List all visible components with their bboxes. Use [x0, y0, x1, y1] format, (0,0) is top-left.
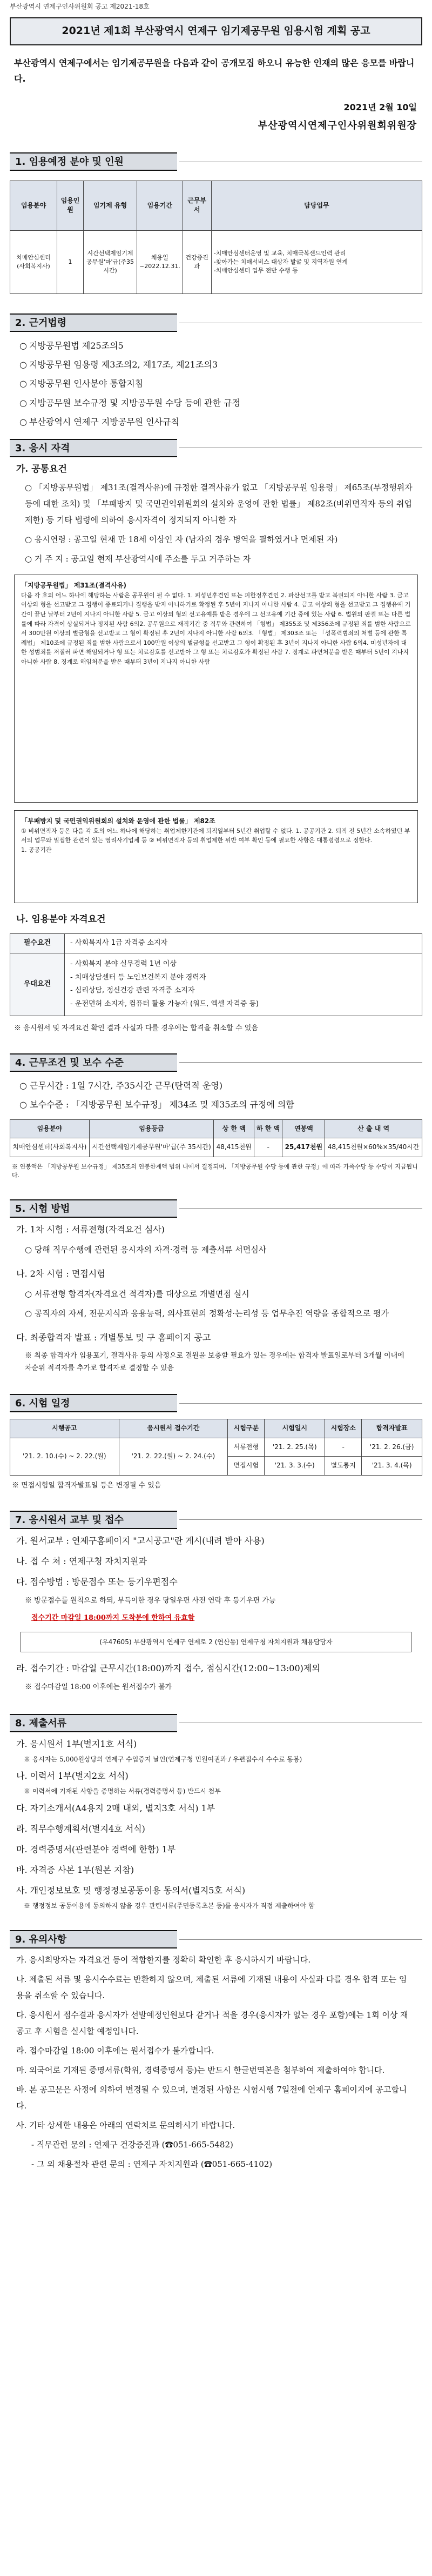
document-item: 나. 이력서 1부(별지2호 서식) [16, 1771, 129, 1781]
schedule-note: ※ 면접시험일 합격자발표일 등은 변경될 수 있음 [12, 1481, 161, 1490]
document-title: 2021년 제1회 부산광역시 연제구 임기제공무원 임용시험 계획 공고 [10, 17, 422, 45]
section-title: 3. 응시 자격 [15, 442, 70, 454]
table-cell: 서류전형 [228, 1438, 265, 1456]
table-cell: 48,415천원 [214, 1138, 254, 1157]
section-header-7 [10, 1511, 422, 1529]
document-item: 마. 경력증명서(관련분야 경력에 한함) 1부 [16, 1844, 176, 1854]
section-header-5 [10, 1199, 422, 1218]
law-list [19, 336, 422, 431]
method-note: ※ 최종 합격자가 임용포기, 결격사유 등의 사정으로 결원을 보충할 필요가 있는 경우에는 합격자 발표일로부터 3개월 이내에 차순위 적격자를 추가로 합격자로 결정할 수 있음 [25, 1351, 404, 1373]
notice-item: 마. 외국어로 기재된 증명서류(학위, 경력증명서 등)는 반드시 한글번역본을 첨부하여 제출하여야 합니다. [16, 2065, 385, 2076]
method-item: 나. 2차 시험 : 면접시험 [16, 1268, 105, 1279]
document-note: ※ 응시자는 5,000원상당의 연제구 수입증지 날인(연제구청 민원여권과 / 우편접수시 수수료 동봉) [24, 1755, 302, 1763]
table-header: 임용분야 [10, 1120, 90, 1138]
subsection-title: 나. 임용분야 자격요건 [16, 913, 106, 925]
list-item: ○ 보수수준 : 「지방공무원 보수규정」 제34조 및 제35조의 규정에 의함 [19, 1099, 294, 1110]
section-title: 1. 임용예정 분야 및 인원 [15, 156, 124, 168]
intro-paragraph: 부산광역시 연제구에서는 임기제공무원을 다음과 같이 공개모집 하오니 유능한 인재의 많은 응모를 바랍니다. [14, 57, 415, 84]
section-header-1 [10, 152, 422, 171]
apply-item: 나. 접 수 처 : 연제구청 자치지원과 [16, 1556, 147, 1566]
table-header: 임용분야 [10, 181, 57, 231]
table-header: 임용인원 [57, 181, 84, 231]
work-conditions [19, 1076, 422, 1114]
table-header: 임용기간 [137, 181, 183, 231]
table-cell: 1 [57, 230, 84, 293]
warning-note: ※ 응시원서 및 자격요건 확인 결과 사실과 다를 경우에는 합격을 취소할 수 있음 [14, 1024, 258, 1032]
apply-deadline-note: 접수기간 마감일 18:00까지 도착분에 한하여 유효함 [31, 1613, 195, 1622]
table-cell: 시간선택제임기제공무원'마'급(주35시간) [84, 230, 137, 293]
box-text: 1. 공공기관 [21, 846, 52, 853]
table-cell: '21. 3. 4.(목) [362, 1457, 422, 1475]
apply-item: 가. 원서교부 : 연제구홈페이지 "고시공고"란 게시(내려 받아 사용) [16, 1535, 265, 1546]
section-header-3 [10, 439, 422, 457]
table-cell: - [254, 1138, 282, 1157]
table-header: 시험일시 [265, 1419, 325, 1438]
table-cell: 48,415천원×60%×35/40시간 [325, 1138, 422, 1157]
section-title: 5. 시험 방법 [15, 1203, 70, 1214]
recruitment-table [10, 181, 422, 294]
table-cell: 치매안심센터(사회복지사) [10, 1138, 90, 1157]
box-title: 「부패방지 및 국민권익위원회의 설치와 운영에 관한 법률」 제82조 [21, 817, 215, 825]
list-item: ○ 지방공무원 보수규정 및 지방공무원 수당 등에 관한 규정 [19, 397, 241, 408]
document-item: 다. 자기소개서(A4용지 2매 내외, 별지3호 서식) 1부 [16, 1803, 215, 1813]
section-title: 2. 근거법령 [15, 317, 67, 329]
table-cell: '21. 3. 3.(수) [265, 1457, 325, 1475]
table-header: 산 출 내 역 [325, 1120, 422, 1138]
table-cell: '21. 2. 22.(월) ~ 2. 24.(수) [119, 1438, 228, 1475]
table-cell: 25,417천원 [282, 1138, 325, 1157]
list-item: ○ 거 주 지 : 공고일 현재 부산광역시에 주소를 두고 거주하는 자 [25, 553, 251, 564]
pay-note: ※ 연봉액은 「지방공무원 보수규정」 제35조의 연봉한계액 범위 내에서 결정되며, 「지방공무원 수당 등에 관한 규정」에 따라 가족수당 등 수당이 지급됩니다. [12, 1163, 418, 1179]
section-title: 8. 제출서류 [15, 1717, 67, 1729]
section-header-6 [10, 1394, 422, 1412]
apply-note: ※ 접수마감일 18:00 이후에는 원서접수가 불가 [25, 1683, 172, 1691]
section-title: 9. 유의사항 [15, 1934, 67, 1946]
table-cell: 면접시험 [228, 1457, 265, 1475]
box-title: 「지방공무원법」 제31조(결격사유) [21, 581, 126, 589]
table-cell: '21. 2. 26.(금) [362, 1438, 422, 1456]
document-item: 사. 개인정보보호 및 행정정보공동이용 동의서(별지5호 서식) [16, 1885, 246, 1896]
section-title: 7. 응시원서 교부 및 접수 [15, 1514, 124, 1526]
table-header: 근무부서 [183, 181, 211, 231]
section-header-9 [10, 1930, 422, 1948]
list-item: ○ 지방공무원 인사분야 통합지침 [19, 378, 144, 389]
legal-reference-box [14, 810, 418, 903]
table-cell: '21. 2. 25.(목) [265, 1438, 325, 1456]
section-header-8 [10, 1714, 422, 1732]
issuing-organization: 부산광역시연제구인사위원회위원장 [258, 119, 417, 131]
document-body [10, 0, 422, 2172]
list-item: ○ 지방공무원 임용령 제3조의2, 제17조, 제21조의3 [19, 359, 218, 370]
table-header: 시험장소 [325, 1419, 362, 1438]
notice-item: 다. 응시원서 접수결과 응시자가 선발예정인원보다 같거나 적을 경우(응시자가 없는 경우 포함)에는 1회 이상 재공고 후 시험을 실시할 예정입니다. [16, 2010, 408, 2037]
notice-item: 가. 응시희망자는 자격요건 등이 적합한지를 정확히 확인한 후 응시하시기 바랍니다. [16, 1955, 311, 1965]
table-cell: 필수요건 [10, 934, 65, 953]
list-item: ○ 응시연령 : 공고일 현재 만 18세 이상인 자 (남자의 경우 병역을 필하였거나 면제된 자) [25, 534, 338, 544]
announcement-number: 부산광역시 연제구인사위원회 공고 제2021-18호 [10, 3, 150, 10]
table-cell: - 사회복지사 1급 자격증 소지자 [65, 934, 422, 953]
table-cell: 채용일~2022.12.31. [137, 230, 183, 293]
section-title: 6. 시험 일정 [15, 1398, 70, 1410]
section-header-2 [10, 313, 422, 332]
subsection-title: 가. 공통요건 [16, 463, 67, 475]
table-cell: 치매안심센터(사회복지사) [10, 230, 57, 293]
table-cell: 시간선택제임기제공무원'마'급(주 35시간) [89, 1138, 214, 1157]
method-detail: ○ 서류전형 합격자(자격요건 적격자)를 대상으로 개별면접 실시 [25, 1289, 249, 1299]
list-item: ○ 지방공무원법 제25조의5 [19, 341, 124, 351]
pay-table [10, 1119, 422, 1157]
box-text: ① 비위면직자 등은 다음 각 호의 어느 하나에 해당하는 취업제한기관에 퇴직일부터 5년간 취업할 수 없다. 1. 공공기관 2. 퇴직 전 5년간 소속하였던 부서의 업무와 밀접한 관련이 있는 영리사기업체 등 ② 비위면직자 등의 취업제한 위반 여부 확인 등에 필요한 사항은 대통령령으로 정한다. [21, 827, 410, 844]
method-item: 다. 최종합격자 발표 : 개별통보 및 구 홈페이지 공고 [16, 1332, 211, 1343]
contact-info: - 그 외 채용절차 관련 문의 : 연제구 자치지원과 (☎051-665-4102) [31, 2159, 273, 2170]
method-detail: ○ 공직자의 자세, 전문지식과 응용능력, 의사표현의 정확성·논리성 등 업무추진 역량을 종합적으로 평가 [25, 1308, 389, 1318]
table-header: 연봉액 [282, 1120, 325, 1138]
notice-item: 라. 접수마감일 18:00 이후에는 원서접수가 불가합니다. [16, 2046, 214, 2056]
contact-info: - 직무관련 문의 : 연제구 건강증진과 (☎051-665-5482) [31, 2140, 233, 2150]
mailing-address-box: (우47605) 부산광역시 연제구 연제로 2 (연산동) 연제구청 자치지원과 채용담당자 [21, 1632, 411, 1652]
table-header: 응시원서 접수기간 [119, 1419, 228, 1438]
notice-item: 사. 기타 상세한 내용은 아래의 연락처로 문의하시기 바랍니다. [16, 2120, 235, 2131]
list-item: ○ 부산광역시 연제구 지방공무원 인사규칙 [19, 416, 180, 427]
apply-item: 라. 접수기간 : 마감일 근무시간(18:00)까지 접수, 점심시간(12:00~13:00)제외 [16, 1663, 320, 1673]
notice-item: 바. 본 공고문은 사정에 의하여 변경될 수 있으며, 변경된 사항은 시험시행 7일전에 연제구 홈페이지에 공고합니다. [16, 2085, 407, 2111]
legal-reference-box [14, 575, 418, 803]
qualification-table [10, 933, 422, 1016]
table-cell: '21. 2. 10.(수) ~ 2. 22.(월) [10, 1438, 119, 1475]
table-cell: 건강증진과 [183, 230, 211, 293]
section-title: 4. 근무조건 및 보수 수준 [15, 1057, 124, 1069]
table-header: 시행공고 [10, 1419, 119, 1438]
list-item: ○ 근무시간 : 1일 7시간, 주35시간 근무(탄력적 운영) [19, 1080, 222, 1091]
table-cell: -치매안심센터운영 및 교육, 치매극복센드인력 관리 -찾아가는 치매서비스 대상자 발굴 및 지역자원 연계 -치매안심센터 업무 전반 수행 등 [211, 230, 422, 293]
apply-note: ※ 방문접수를 원칙으로 하되, 부득이한 경우 당일우편 사전 연락 후 등기우편 가능 [25, 1596, 276, 1605]
table-header: 시험구분 [228, 1419, 265, 1438]
table-header: 담당업무 [211, 181, 422, 231]
box-text: 다음 각 호의 어느 하나에 해당하는 사람은 공무원이 될 수 없다. 1. 피성년후견인 또는 피한정후견인 2. 파산선고를 받고 복권되지 아니한 사람 3. 금고 이상의 형을 선고받고 그 집행이 종료되거나 집행을 받지 아니하기로 확정된 후 5년이 지나지 아니한 사람 4. 금고 이상의 형을 선고받고 그 집행유예 기간이 끝난 날부터 2년이 지나지 아니한 사람 5. 금고 이상의 형의 선고유예를 받은 경우에 그 선고유예 기간 중에 있는 사람 6. 법원의 판결 또는 다른 법률에 따라 자격이 상실되거나 정지된 사람 6의2. 공무원으로 재직기간 중 직무와 관련하여 「형법」 제355조 및 제356조에 규정된 죄를 범한 사람으로서 300만원 이상의 벌금형을 선고받고 그 형이 확정된 후 2년이 지나지 아니한 사람 6의3. 「형법」 제303조 또는 「성폭력범죄의 처벌 등에 관한 특례법」 제10조에 규정된 죄를 범한 사람으로서 100만원 이상의 벌금형을 선고받고 그 형이 확정된 후 3년이 지나지 아니한 사람 6의4. 미성년자에 대한 성범죄를 저질러 파면·해임되거나 형 또는 치료감호를 선고받아 그 형 또는 치료감호가 확정된 사람 7. 징계로 파면처분을 받은 때부터 5년이 지나지 아니한 사람 8. 징계로 해임처분을 받은 때부터 3년이 지나지 아니한 사람 [21, 591, 411, 665]
document-note: ※ 행정정보 공동이용에 동의하지 않을 경우 관련서류(주민등록초본 등)를 응시자가 직접 제출하여야 함 [24, 1901, 315, 1910]
method-detail: ○ 당해 직무수행에 관련된 응시자의 자격·경력 등 제출서류 서면심사 [25, 1244, 267, 1254]
schedule-table [10, 1419, 422, 1475]
announcement-date: 2021년 2월 10일 [343, 102, 417, 112]
method-item: 가. 1차 시험 : 서류전형(자격요건 심사) [16, 1224, 165, 1234]
table-header: 임기제 유형 [84, 181, 137, 231]
table-cell: 우대요건 [10, 953, 65, 1016]
apply-item: 다. 접수방법 : 방문접수 또는 등기우편접수 [16, 1576, 178, 1587]
table-header: 합격자발표 [362, 1419, 422, 1438]
document-note: ※ 이력서에 기재된 사항을 증명하는 서류(경력증명서 등) 반드시 첨부 [24, 1787, 221, 1796]
document-item: 바. 자격증 사본 1부(원본 지참) [16, 1864, 134, 1875]
table-header: 상 한 액 [214, 1120, 254, 1138]
table-cell: 별도통지 [325, 1457, 362, 1475]
document-item: 가. 응시원서 1부(별지1호 서식) [16, 1738, 137, 1749]
table-header: 임용등급 [89, 1120, 214, 1138]
notice-item: 나. 제출된 서류 및 응시수수료는 반환하지 않으며, 제출된 서류에 기재된 내용이 사실과 다를 경우 합격 또는 임용을 취소할 수 있습니다. [16, 1974, 407, 2001]
document-item: 라. 직무수행계획서(별지4호 서식) [16, 1823, 145, 1834]
table-header: 하 한 액 [254, 1120, 282, 1138]
table-cell: - 사회복지 분야 실무경력 1년 이상 - 치매상담센터 등 노인보건복지 분야 경력자 - 심리상담, 정신건강 관련 자격증 소지자 - 운전면허 소지자, 컴퓨터 활용 가능자 (워드, 엑셀 자격증 등) [65, 953, 422, 1016]
section-header-4 [10, 1053, 422, 1072]
list-item: ○ 「지방공무원법」 제31조(결격사유)에 규정한 결격사유가 없고 「지방공무원 임용령」 제65조(부정행위자 등에 대한 조치) 및 「부패방지 및 국민권익위원회의 설치와 운영에 관한 법률」 제82조(비위면직자 등의 취업제한) 등 기타 법령에 의하여 응시자격이 정지되지 아니한 자 [25, 482, 413, 525]
table-cell: - [325, 1438, 362, 1456]
